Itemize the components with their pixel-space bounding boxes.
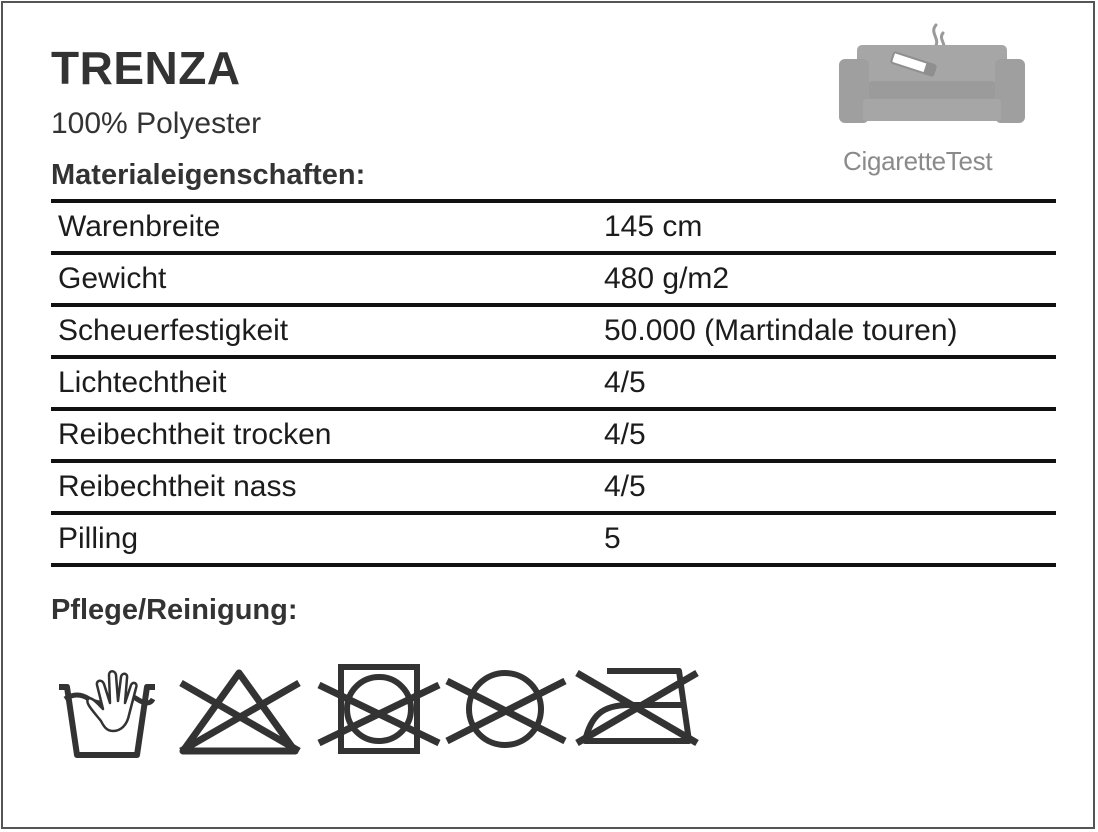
care-heading: Pflege/Reinigung: [51, 594, 298, 626]
do-not-dry-clean-icon [445, 659, 567, 759]
property-value: 145 cm [599, 201, 1056, 253]
property-label: Lichtechtheit [51, 357, 599, 409]
table-row [51, 305, 1056, 357]
product-composition: 100% Polyester [51, 107, 262, 140]
property-label: Warenbreite [51, 201, 599, 253]
table-row [51, 461, 1056, 513]
property-value: 5 [599, 513, 1056, 565]
table-row [51, 409, 1056, 461]
table-row [51, 201, 1056, 253]
property-value: 50.000 (Martindale touren) [599, 305, 1056, 357]
table-row [51, 357, 1056, 409]
property-value: 4/5 [599, 461, 1056, 513]
property-value: 4/5 [599, 357, 1056, 409]
property-label: Pilling [51, 513, 599, 565]
do-not-tumble-dry-icon [317, 659, 441, 759]
table-row [51, 513, 1056, 565]
property-label: Gewicht [51, 253, 599, 305]
do-not-bleach-icon [177, 659, 302, 759]
hand-wash-icon [55, 659, 165, 759]
material-properties-table [51, 199, 1056, 567]
property-value: 480 g/m2 [599, 253, 1056, 305]
sofa-cigarette-icon [833, 17, 1028, 142]
property-value: 4/5 [599, 409, 1056, 461]
product-name: TRENZA [51, 42, 241, 94]
table-row [51, 253, 1056, 305]
care-symbols [55, 659, 705, 759]
cigarette-test-logo [833, 17, 1028, 187]
property-label: Scheuerfestigkeit [51, 305, 599, 357]
property-label: Reibechtheit trocken [51, 409, 599, 461]
property-label: Reibechtheit nass [51, 461, 599, 513]
product-card [1, 1, 1095, 829]
do-not-iron-icon [573, 659, 699, 759]
material-heading: Materialeigenschaften: [51, 159, 366, 191]
logo-caption: CigaretteTest [843, 146, 993, 176]
